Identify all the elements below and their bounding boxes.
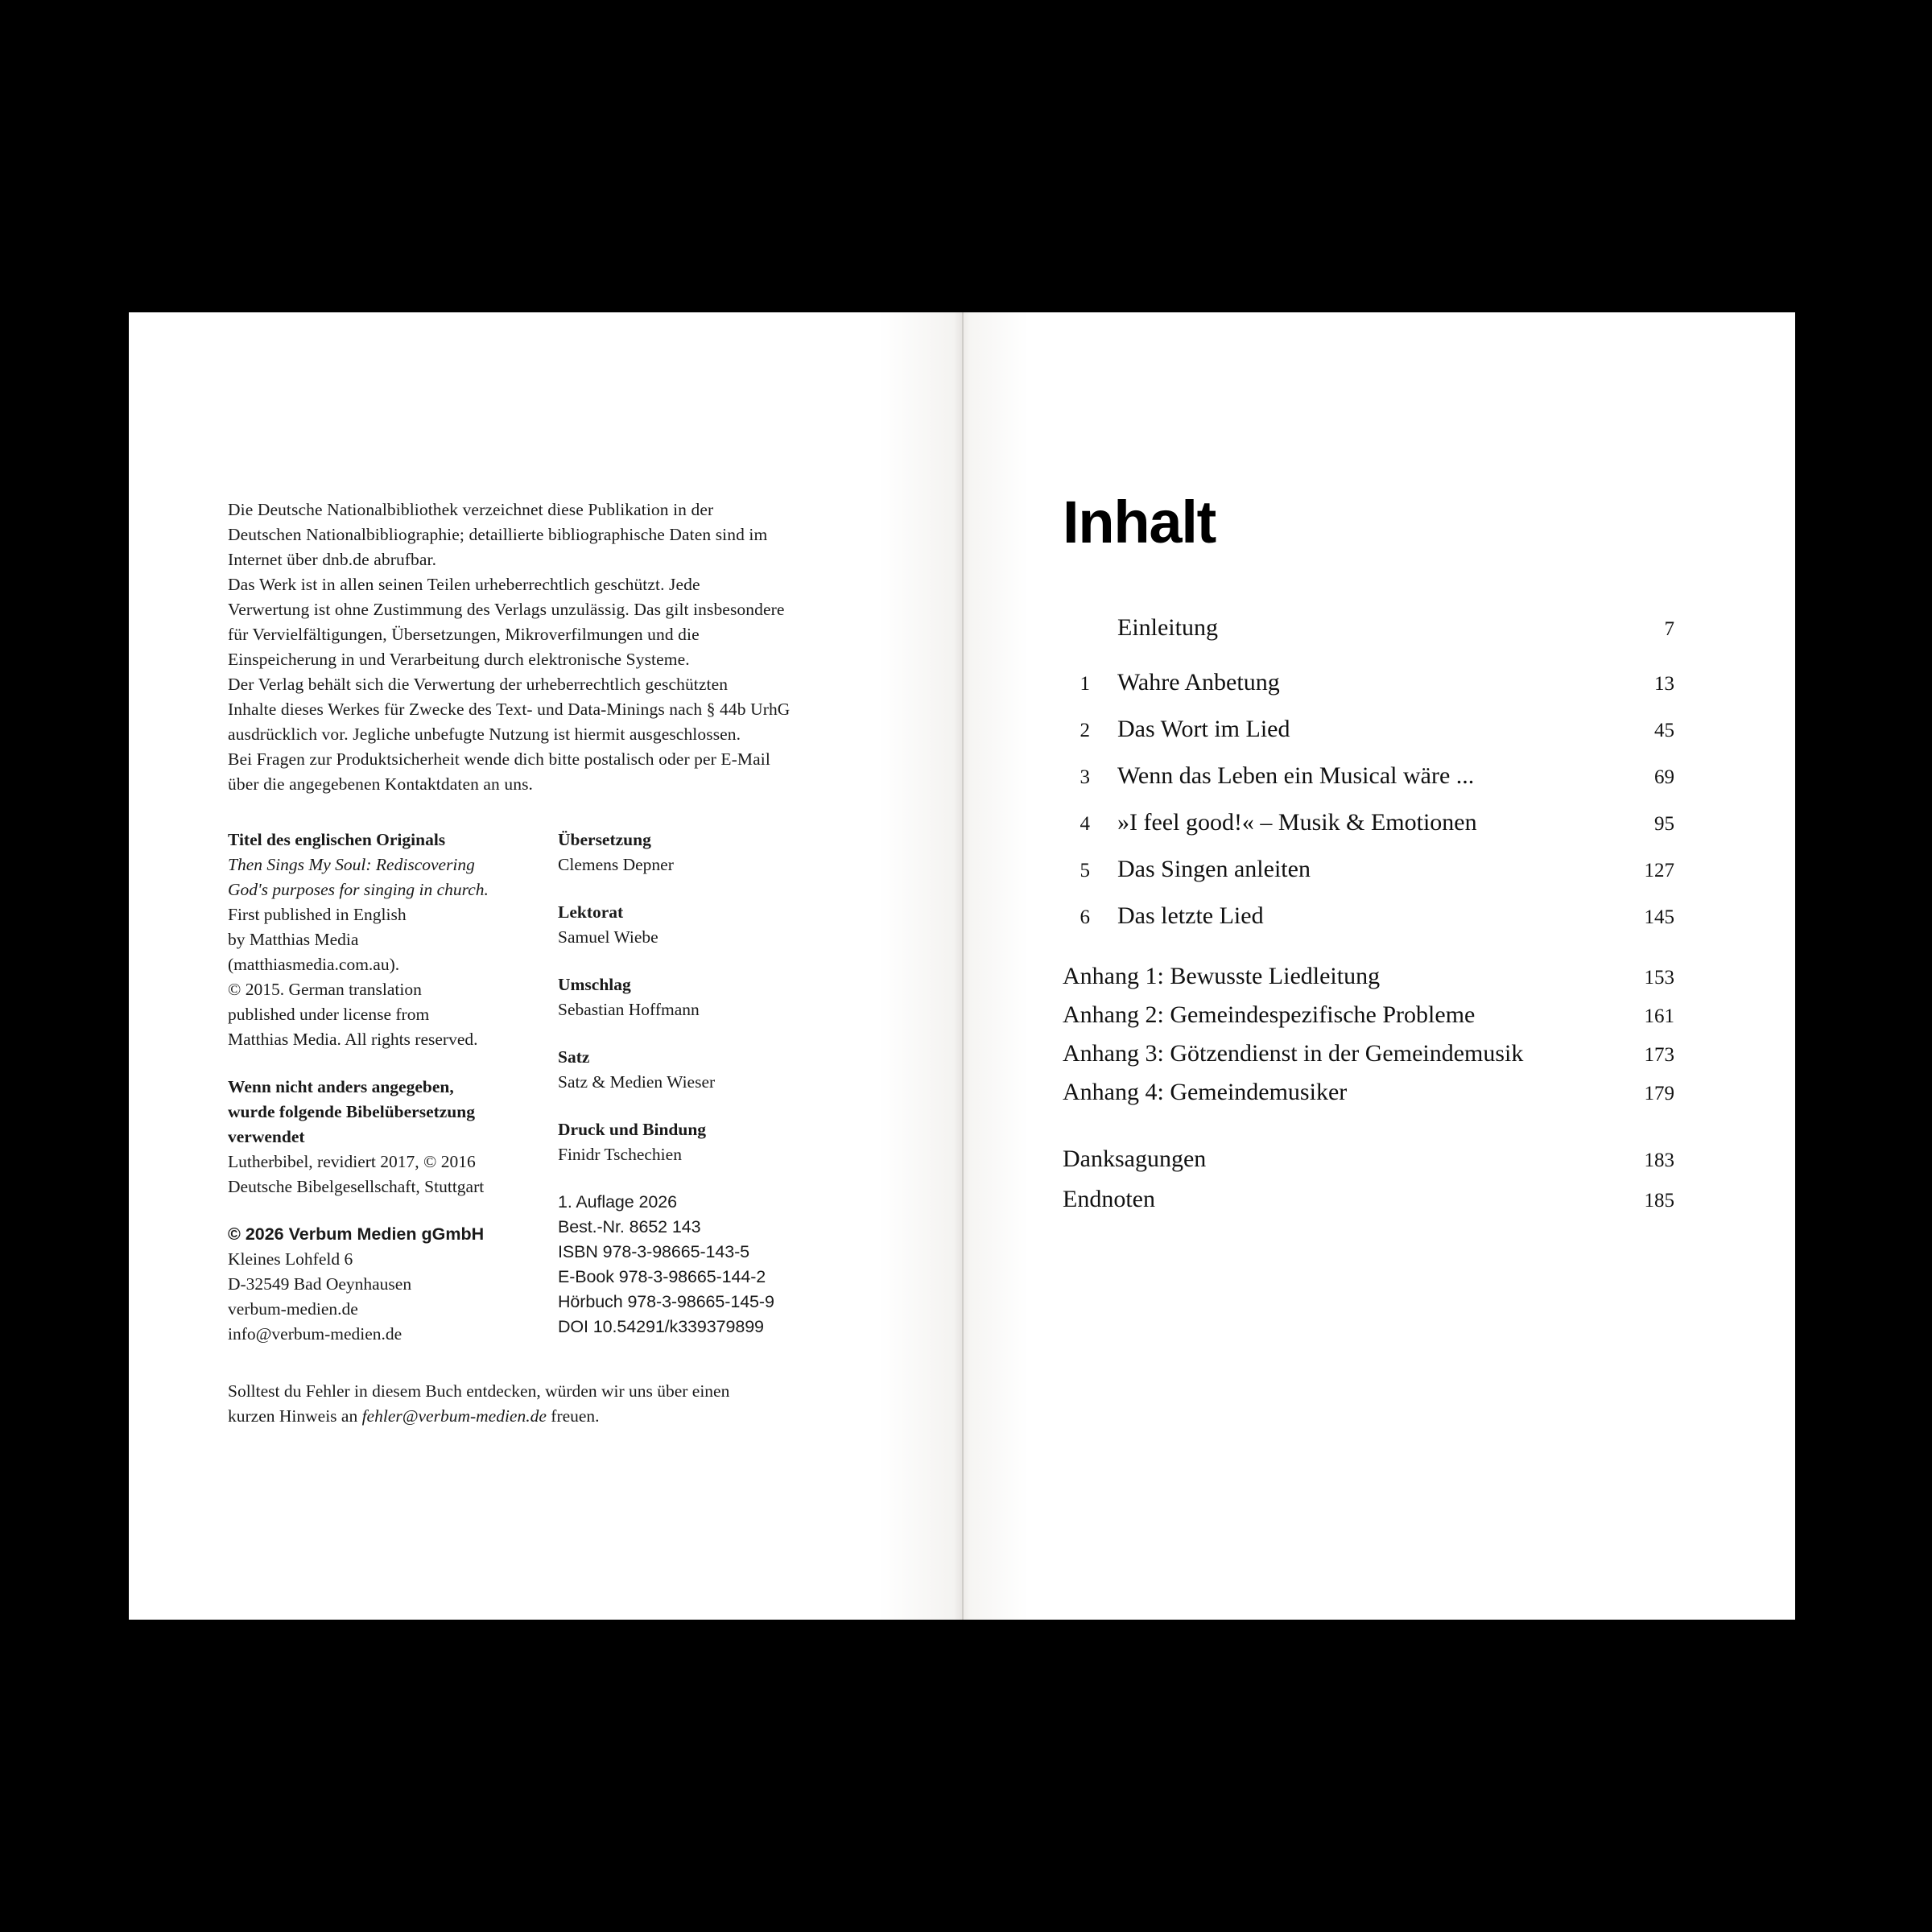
- toc-label: Anhang 2: Gemeindespezifische Probleme: [1063, 1001, 1476, 1028]
- toc-entry-appendix-4[interactable]: [1063, 1074, 1674, 1113]
- toc-entry-chapter-6[interactable]: [1063, 902, 1674, 932]
- original-title-line: Then Sings My Soul: Rediscovering: [228, 855, 475, 874]
- toc-entry-chapter-4[interactable]: [1063, 808, 1674, 839]
- toc-entry-chapter-3[interactable]: [1063, 762, 1674, 792]
- toc-label: Anhang 3: Götzendienst in der Gemeindemusik: [1063, 1040, 1524, 1067]
- bible-note-heading: verwendet: [228, 1127, 305, 1146]
- original-title-block: [228, 828, 558, 1052]
- toc-label: Einleitung: [1117, 614, 1218, 641]
- publisher-email[interactable]: info@verbum-medien.de: [228, 1324, 402, 1344]
- toc-page-number: 7: [1664, 618, 1674, 640]
- toc-number: 3: [1080, 766, 1090, 788]
- publisher-street: Kleines Lohfeld 6: [228, 1249, 353, 1269]
- imprint-content: [228, 497, 849, 1429]
- doi: DOI 10.54291/k339379899: [558, 1317, 764, 1336]
- isbn-audiobook: Hörbuch 978-3-98665-145-9: [558, 1292, 774, 1311]
- toc-page-number: 127: [1644, 860, 1674, 881]
- toc-label: Anhang 4: Gemeindemusiker: [1063, 1079, 1348, 1105]
- credit-name: Satz & Medien Wieser: [558, 1072, 716, 1092]
- legal-line: Einspeicherung in und Verarbeitung durch elektronische Systeme.: [228, 650, 690, 669]
- legal-line: über die angegebenen Kontaktdaten an uns.: [228, 774, 534, 794]
- original-title-line: by Matthias Media: [228, 930, 359, 949]
- credit-heading: Übersetzung: [558, 830, 651, 849]
- legal-notice: [228, 497, 849, 797]
- toc-page-number: 45: [1654, 720, 1674, 741]
- toc-page-number: 95: [1654, 813, 1674, 835]
- toc-entry-appendix-3[interactable]: [1063, 1035, 1674, 1074]
- toc-page-number: 69: [1654, 766, 1674, 788]
- toc-entry-chapter-2[interactable]: [1063, 715, 1674, 745]
- legal-line: Verwertung ist ohne Zustimmung des Verlags unzulässig. Das gilt insbesondere: [228, 600, 785, 619]
- toc-entry-appendix-2[interactable]: [1063, 997, 1674, 1035]
- book-spread: [129, 312, 1795, 1620]
- credit-typesetting: [558, 1045, 849, 1095]
- toc-number: 2: [1080, 720, 1090, 741]
- toc-entry-chapter-1[interactable]: [1063, 668, 1674, 699]
- toc-label: Das Singen anleiten: [1117, 856, 1311, 882]
- imprint-column-right: [558, 828, 849, 1347]
- page-right-contents: [962, 312, 1795, 1620]
- toc-label: Wenn das Leben ein Musical wäre ...: [1117, 762, 1475, 789]
- original-title-line: (matthiasmedia.com.au).: [228, 955, 400, 974]
- toc-page-number: 179: [1644, 1083, 1674, 1104]
- errata-line: Solltest du Fehler in diesem Buch entdecken, würden wir uns über einen: [228, 1381, 730, 1401]
- original-title-line: published under license from: [228, 1005, 430, 1024]
- order-number: Best.-Nr. 8652 143: [558, 1217, 701, 1236]
- bible-note-line: Lutherbibel, revidiert 2017, © 2016: [228, 1152, 476, 1171]
- toc-appendix-group: [1063, 958, 1674, 1113]
- toc-page-number: 185: [1644, 1190, 1674, 1212]
- errata-line-2: [228, 1404, 849, 1429]
- legal-line: Internet über dnb.de abrufbar.: [228, 550, 437, 569]
- toc-page-number: 13: [1654, 673, 1674, 695]
- imprint-columns: [228, 828, 849, 1347]
- toc-page-number: 173: [1644, 1044, 1674, 1066]
- toc-number: 1: [1080, 673, 1090, 695]
- toc-number: 5: [1080, 860, 1090, 881]
- legal-line: Bei Fragen zur Produktsicherheit wende dich bitte postalisch oder per E-Mail: [228, 749, 770, 769]
- bible-translation-block: [228, 1075, 558, 1199]
- credit-cover: [558, 972, 849, 1022]
- isbn-print: ISBN 978-3-98665-143-5: [558, 1242, 750, 1261]
- credit-printing: [558, 1117, 849, 1167]
- toc-page-number: 145: [1644, 906, 1674, 928]
- bible-note-heading: Wenn nicht anders angegeben,: [228, 1077, 454, 1096]
- edition-block: [558, 1190, 849, 1340]
- toc-page-number: 183: [1644, 1150, 1674, 1171]
- toc-back-matter-group: [1063, 1140, 1674, 1220]
- toc-label: Endnoten: [1063, 1186, 1155, 1212]
- credit-heading: Satz: [558, 1047, 590, 1067]
- publisher-block: [228, 1222, 558, 1347]
- publisher-website[interactable]: verbum-medien.de: [228, 1299, 358, 1319]
- spread-gutter: [962, 312, 964, 1620]
- edition-line: 1. Auflage 2026: [558, 1192, 677, 1212]
- original-title-line: First published in English: [228, 905, 407, 924]
- credit-name: Clemens Depner: [558, 855, 674, 874]
- original-title-line: God's purposes for singing in church.: [228, 880, 489, 899]
- toc-label: Das letzte Lied: [1117, 902, 1264, 929]
- toc-entry-chapter-5[interactable]: [1063, 855, 1674, 886]
- toc-label: Danksagungen: [1063, 1146, 1207, 1172]
- credit-translation: [558, 828, 849, 877]
- original-title-line: © 2015. German translation: [228, 980, 422, 999]
- publisher-city: D-32549 Bad Oeynhausen: [228, 1274, 412, 1294]
- toc-label: Das Wort im Lied: [1117, 716, 1290, 742]
- toc-page-number: 161: [1644, 1005, 1674, 1027]
- errata-email[interactable]: fehler@verbum-medien.de: [361, 1406, 547, 1426]
- errata-suffix: freuen.: [546, 1406, 600, 1426]
- legal-line: Der Verlag behält sich die Verwertung der urheberrechtlich geschützten: [228, 675, 729, 694]
- toc-entry-appendix-1[interactable]: [1063, 958, 1674, 997]
- errata-note: [228, 1379, 849, 1429]
- credit-heading: Umschlag: [558, 975, 631, 994]
- credit-name: Finidr Tschechien: [558, 1145, 682, 1164]
- toc-entry-introduction[interactable]: [1063, 613, 1674, 644]
- table-of-contents: [1063, 491, 1674, 1220]
- legal-line: Das Werk ist in allen seinen Teilen urheberrechtlich geschützt. Jede: [228, 575, 700, 594]
- legal-line: Inhalte dieses Werkes für Zwecke des Text- und Data-Minings nach § 44b UrhG: [228, 700, 791, 719]
- legal-line: Die Deutsche Nationalbibliothek verzeichnet diese Publikation in der: [228, 500, 714, 519]
- bible-note-line: Deutsche Bibelgesellschaft, Stuttgart: [228, 1177, 485, 1196]
- credit-name: Samuel Wiebe: [558, 927, 658, 947]
- toc-entry-acknowledgements[interactable]: [1063, 1140, 1674, 1180]
- imprint-column-left: [228, 828, 558, 1347]
- toc-label: »I feel good!« – Musik & Emotionen: [1117, 809, 1477, 836]
- publisher-name: © 2026 Verbum Medien gGmbH: [228, 1224, 485, 1244]
- legal-line: für Vervielfältigungen, Übersetzungen, Mikroverfilmungen und die: [228, 625, 700, 644]
- legal-line: Deutschen Nationalbibliographie; detaillierte bibliographische Daten sind im: [228, 525, 768, 544]
- bible-note-heading: wurde folgende Bibelübersetzung: [228, 1102, 475, 1121]
- toc-label: Wahre Anbetung: [1117, 669, 1280, 696]
- toc-entry-endnotes[interactable]: [1063, 1180, 1674, 1220]
- credit-editing: [558, 900, 849, 950]
- credit-name: Sebastian Hoffmann: [558, 1000, 700, 1019]
- isbn-ebook: E-Book 978-3-98665-144-2: [558, 1267, 766, 1286]
- toc-number: 6: [1080, 906, 1090, 928]
- original-title-heading: Titel des englischen Originals: [228, 830, 446, 849]
- credit-heading: Lektorat: [558, 902, 624, 922]
- toc-page-number: 153: [1644, 967, 1674, 989]
- page-left-imprint: [129, 312, 962, 1620]
- page-title: Inhalt: [1063, 489, 1216, 555]
- legal-line: ausdrücklich vor. Jegliche unbefugte Nutzung ist hiermit ausgeschlossen.: [228, 724, 741, 744]
- credit-heading: Druck und Bindung: [558, 1120, 707, 1139]
- toc-number: 4: [1080, 813, 1090, 835]
- errata-prefix: kurzen Hinweis an: [228, 1406, 362, 1426]
- toc-label: Anhang 1: Bewusste Liedleitung: [1063, 963, 1381, 989]
- original-title-line: Matthias Media. All rights reserved.: [228, 1030, 478, 1049]
